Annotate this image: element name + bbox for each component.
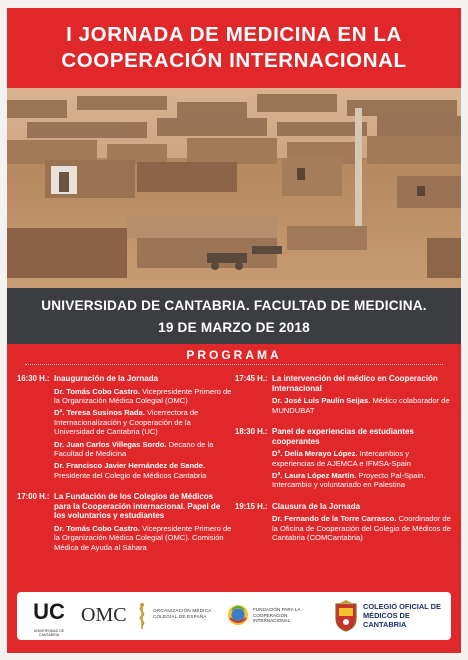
speaker [54, 408, 232, 436]
program-entry [235, 427, 453, 493]
date-text: 19 DE MARZO DE 2018 [158, 320, 310, 335]
speaker-name: Dr. Fernando de la Torre Carrasco. [272, 514, 397, 524]
uc-logo [25, 598, 73, 637]
title-line-1: I JORNADA DE MEDICINA EN LA [66, 23, 402, 46]
speaker [272, 449, 453, 468]
program-entry [235, 502, 453, 546]
speaker [272, 514, 453, 542]
speaker [54, 387, 232, 406]
entry-title: La Fundación de los Colegios de Médicos para la Cooperación internacional. Papel de los voluntarios y estudiantes [54, 492, 221, 521]
uc-logo-icon [25, 598, 73, 624]
event-poster [7, 8, 461, 653]
entry-title: Clausura de la Jornada [272, 501, 361, 511]
speaker-role: Vicepresidente Primero de la Organización Médica Colegial (OMC) [54, 386, 232, 405]
poster-title [7, 22, 461, 74]
fundacion-logo [227, 602, 327, 632]
entry-time: 17:45 H.: [235, 374, 268, 383]
speaker-name: Dr. Tomás Cobo Castro. [54, 524, 140, 534]
entry-time: 16:30 H.: [17, 374, 50, 383]
village-photo [7, 88, 461, 288]
speaker-name: Dr. Juan Carlos Villegas Sordo. [54, 439, 167, 449]
speaker-name: Dr. Francisco Javier Hernández de Sande. [54, 461, 206, 471]
colegio-logo [333, 598, 449, 636]
speaker-role: Presidente del Colegio de Médicos Cantabria [54, 470, 207, 480]
speaker-role: Vicerrectora de Internacionalización y Cooperación de la Universidad de Cantabria (UC) [54, 408, 199, 437]
coat-of-arms-icon [333, 600, 359, 632]
speaker-role: Proyecto Pal-Spain. Intercambio y voluntariado en Palestina [272, 471, 426, 490]
entry-title: La intervención del médico en Cooperación Internacional [272, 374, 438, 393]
omc-logo [81, 602, 221, 632]
speaker [272, 471, 453, 490]
speaker-role: Intercambios y experiencias de AJEMCA e IFMSA-Spain [272, 449, 411, 468]
speaker-role: Decano de la Facultad de Medicina [54, 439, 214, 459]
uc-caption: UNIVERSIDAD DE CANTABRIA [33, 629, 65, 637]
speaker-name: Dª. Laura López Martín. [272, 471, 357, 480]
speaker-name: Dr. José Luis Paulín Seijas. [272, 396, 371, 406]
program-entry [17, 374, 232, 483]
speaker-role: Médico colaborador de MUNDUBAT [272, 396, 450, 415]
entry-title: Panel de experiencias de estudiantes cooperantes [272, 427, 414, 446]
program-entry [17, 492, 232, 555]
venue-text: UNIVERSIDAD DE CANTABRIA. FACULTAD DE MEDICINA. [41, 298, 427, 313]
speaker [272, 396, 453, 415]
entry-title: Inauguración de la Jornada [54, 374, 159, 383]
entry-time: 17:00 H.: [17, 492, 50, 502]
speaker-name: Dª. Teresa Susinos Rada. [54, 408, 145, 418]
omc-mark: OMC [81, 604, 127, 626]
omc-caption: ORGANIZACIÓN MÉDICA COLEGIAL DE ESPAÑA [153, 608, 212, 619]
caduceus-icon [135, 602, 149, 630]
speaker-role: Coordinador de la Oficina de Cooperación del Colegio de Médicos de Cantabria (COMCantabria) [272, 514, 451, 543]
speaker-name: Dr. Tomás Cobo Castro. [54, 386, 140, 396]
speaker-name: Dª. Delia Merayo López. [272, 449, 358, 459]
program-entry [235, 374, 453, 418]
program-right-column [235, 374, 453, 555]
globe-hands-icon [227, 604, 249, 626]
fundacion-caption: FUNDACIÓN PARA LA COOPERACIÓN INTERNACIONAL [253, 607, 301, 624]
programa-divider [25, 364, 443, 365]
speaker [54, 524, 232, 552]
colegio-caption: COLEGIO OFICIAL DE MÉDICOS DE CANTABRIA [363, 602, 441, 629]
speaker [54, 440, 232, 459]
entry-time: 18:30 H.: [235, 427, 268, 436]
speaker-role: Vicepresidente Primero de la Organización Médica Colegial (OMC). Comisión Médica de Ayuda al Sáhara [54, 524, 232, 552]
entry-time: 19:15 H.: [235, 501, 268, 511]
uc-mark: UC [33, 599, 65, 624]
venue-date-banner [7, 288, 461, 344]
sponsor-logos-bar [17, 592, 451, 640]
program-left-column [17, 374, 232, 564]
programa-heading: PROGRAMA [186, 348, 282, 362]
speaker [54, 461, 232, 480]
title-line-2: COOPERACIÓN INTERNACIONAL [61, 49, 407, 72]
